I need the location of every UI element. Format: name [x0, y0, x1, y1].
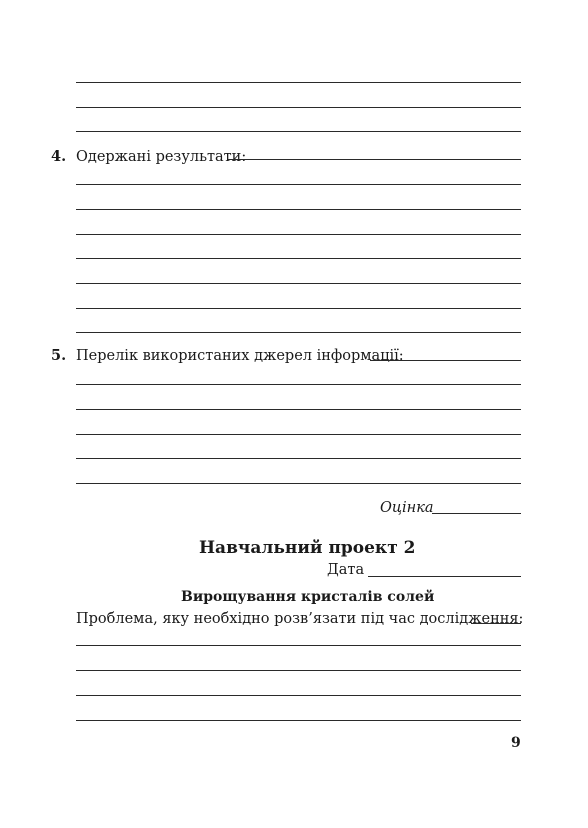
writing-line — [76, 107, 521, 108]
grade-line[interactable] — [432, 513, 521, 514]
answer-line-section-4[interactable] — [228, 159, 521, 160]
date-line[interactable] — [368, 576, 521, 577]
writing-line[interactable] — [76, 184, 521, 185]
grade-label: Оцінка — [380, 500, 434, 516]
writing-line[interactable] — [76, 483, 521, 484]
section-4-number: 4. — [51, 148, 67, 165]
answer-line-section-5[interactable] — [370, 360, 521, 361]
writing-line[interactable] — [76, 384, 521, 385]
writing-line[interactable] — [76, 645, 521, 646]
writing-line[interactable] — [76, 209, 521, 210]
writing-line[interactable] — [76, 283, 521, 284]
writing-line[interactable] — [76, 720, 521, 721]
section-5-number: 5. — [51, 347, 67, 364]
writing-line — [76, 82, 521, 83]
answer-line-problem[interactable] — [471, 623, 521, 624]
problem-label: Проблема, яку необхідно розв’язати під час дослідження: — [76, 611, 524, 627]
project-subtitle: Вирощування кристалів солей — [181, 589, 435, 605]
section-4-label: Одержані результати: — [76, 149, 247, 165]
page-number: 9 — [511, 735, 521, 751]
date-label: Дата — [327, 562, 365, 578]
writing-line[interactable] — [76, 458, 521, 459]
writing-line[interactable] — [76, 332, 521, 333]
writing-line[interactable] — [76, 670, 521, 671]
writing-line[interactable] — [76, 234, 521, 235]
writing-line[interactable] — [76, 409, 521, 410]
writing-line[interactable] — [76, 695, 521, 696]
section-5-label: Перелік використаних джерел інформації: — [76, 348, 404, 364]
project-title: Навчальний проект 2 — [199, 538, 416, 558]
writing-line[interactable] — [76, 258, 521, 259]
writing-line — [76, 131, 521, 132]
writing-line[interactable] — [76, 308, 521, 309]
writing-line[interactable] — [76, 434, 521, 435]
